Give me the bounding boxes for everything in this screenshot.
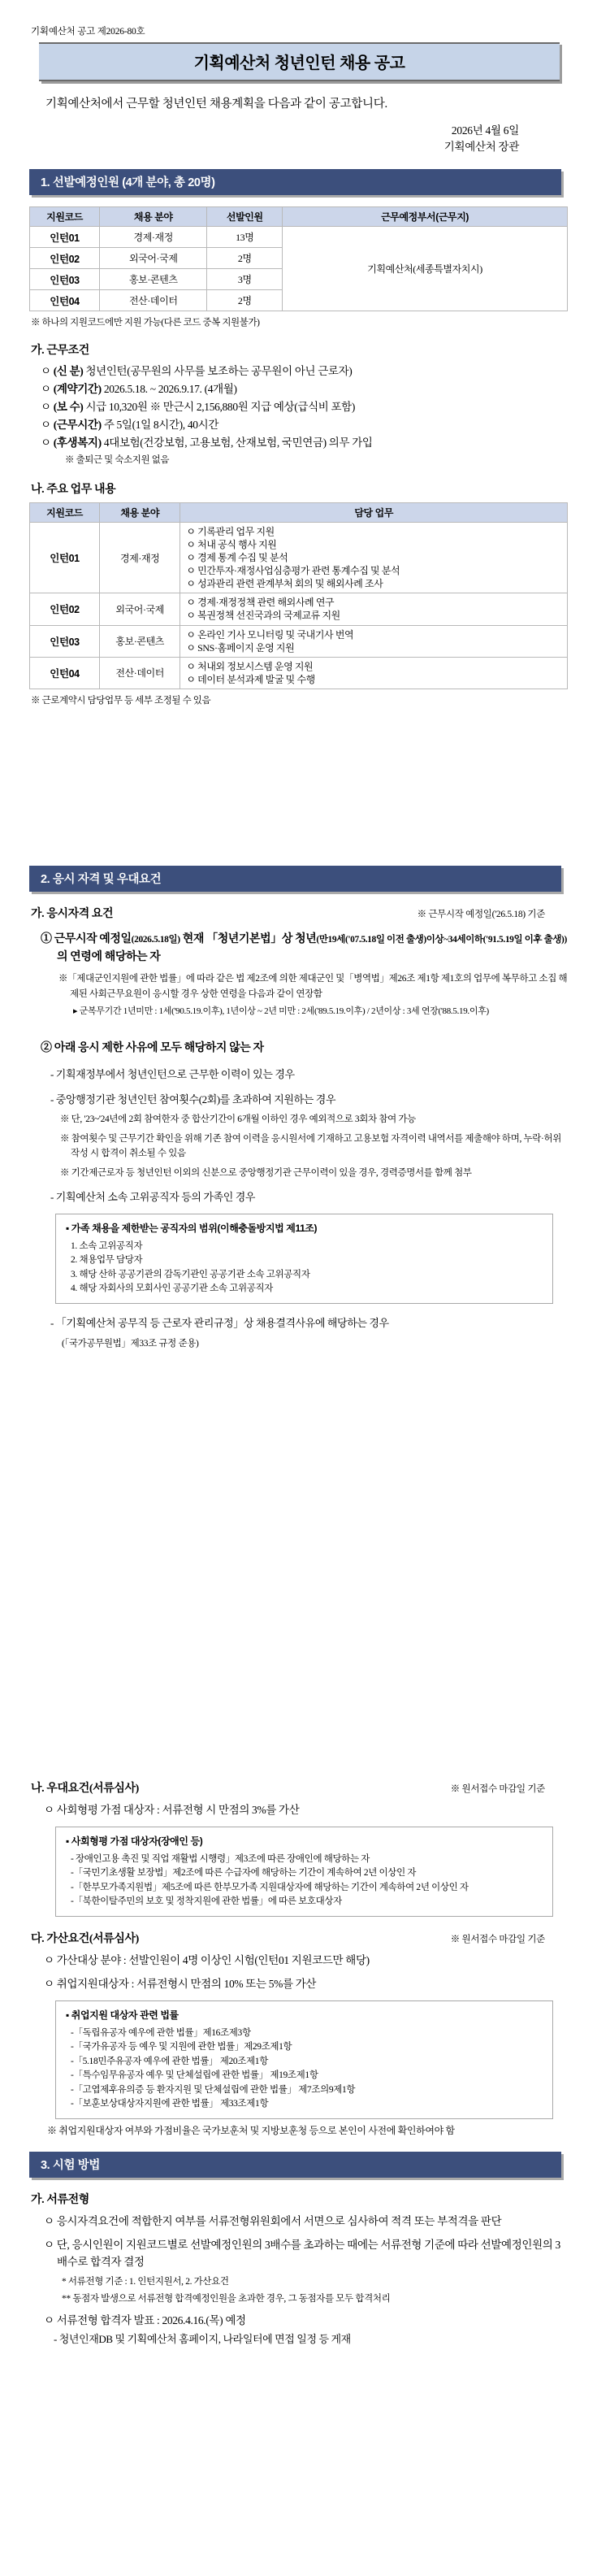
eligibility-item-1: ① 근무시작 예정일(2026.5.18일) 현재 「청년기본법」상 청년(만19세('07.5.18일 이전 출생)이상~34세이하('91.5.19일 이후 출생))의 연령에 해당하는 자 <box>41 933 567 963</box>
list-item: -「국민기초생활 보장법」제2조에 따른 수급자에 해당하는 기간이 계속하여 2년 이상인 자 <box>71 1868 417 1879</box>
condition-label: (계약기간) <box>53 383 102 396</box>
duty-item: ㅇ 처내외 정보시스템 운영 지원 <box>186 660 314 672</box>
cell-count: 2명 <box>207 248 283 269</box>
preference-header-row <box>31 1779 568 1796</box>
cell-field: 외국어·국제 <box>100 248 207 269</box>
list-item: ㅇ (후생복지) 4대보험(건강보험, 고용보험, 산재보험, 국민연금) 의무 가입 <box>41 436 373 449</box>
eligibility-item-1-note: ※「제대군인지원에 관한 법률」에 따라 같은 법 제2조에 의한 제대군인 및「병역법」제26조 제1항 제1호의 업무에 복무하고 소집 해제된 사회근무요원이 응시할 경우 상한 연령을 다음과 같이 연장함 <box>58 974 568 999</box>
cell-code: 인턴01 <box>30 227 100 248</box>
list-item: -「보훈보상대상자지원에 관한 법률」 제33조제1항 <box>71 2099 269 2109</box>
duty-item: ㅇ 복권정책 선진국과의 국제교류 지원 <box>186 610 340 622</box>
section-2-heading: 2. 응시 자격 및 우대요건 <box>29 866 561 892</box>
condition-label: (후생복지) <box>53 436 102 449</box>
restriction-item: - 기획재정부에서 청년인턴으로 근무한 이력이 있는 경우 <box>50 1067 295 1080</box>
cell-field: 전산·데이터 <box>100 657 180 689</box>
bonus-note: ※ 취업지원대상자 여부와 가점비율은 국가보훈처 및 지방보훈청 등으로 본인이 사전에 확인하여야 함 <box>47 2125 455 2137</box>
subsection-preference-title: 나. 우대요건(서류심사) <box>31 1783 139 1795</box>
condition-text: 시급 10,320원 ※ 만근시 2,156,880원 지급 예상(급식비 포함) <box>85 400 356 413</box>
subsection-document-screening-title: 가. 서류전형 <box>31 2194 89 2207</box>
list-item: -「고엽제후유의증 등 환자지원 및 단체설립에 관한 법률」 제7조의9제1항 <box>71 2084 356 2095</box>
restriction-note: ※ 기간제근로자 등 청년인턴 이외의 신분으로 중앙행정기관 근무이력이 있을 경우, 경력증명서를 함께 첨부 <box>60 1167 472 1178</box>
preference-item: ㅇ 사회형평 가점 대상자 : 서류전형 시 만점의 3%를 가산 <box>44 1804 300 1816</box>
table-header-row <box>30 502 568 522</box>
section-1-heading: 1. 선발예정인원 (4개 분야, 총 20명) <box>29 169 561 195</box>
social-equity-box-title: ▪ 사회형평 가점 대상자(장애인 등) <box>66 1834 544 1848</box>
condition-text: 청년인턴(공무원의 사무를 보조하는 공무원이 아닌 근로자) <box>85 365 353 378</box>
restriction-note: ※ 단, '23~'24년에 2회 참여한자 중 합산기간이 6개월 이하인 경우 예외적으로 3회차 참여 가능 <box>60 1114 416 1125</box>
subsection-duties-title: 나. 주요 업무 내용 <box>31 483 116 496</box>
table-row <box>30 522 568 593</box>
cell-field: 경제·재정 <box>100 522 180 593</box>
family-restriction-box-title: ▪ 가족 채용을 제한받는 공직자의 범위(이해충돌방지법 제11조) <box>66 1221 544 1235</box>
th-count: 선발인원 <box>207 207 283 227</box>
th-field: 채용 분야 <box>100 502 180 522</box>
condition-label: (신 분) <box>53 365 84 378</box>
social-equity-box <box>55 1827 553 1918</box>
cell-code: 인턴02 <box>30 593 100 625</box>
condition-text: 2026.5.18. ~ 2026.9.17. (4개월) <box>103 383 237 396</box>
table-row <box>30 625 568 657</box>
condition-text: 주 5일(1일 8시간), 40시간 <box>103 418 219 431</box>
section-3-heading: 3. 시험 방법 <box>29 2152 561 2178</box>
condition-text: 4대보험(건강보험, 고용보험, 산재보험, 국민연금) 의무 가입 <box>103 436 373 449</box>
page-1 <box>0 0 597 821</box>
list-item: -「5.18민주유공자 예우에 관한 법률」 제20조제1항 <box>71 2056 268 2066</box>
condition-label: (보 수) <box>53 400 84 413</box>
duty-item: ㅇ 온라인 기사 모니터링 및 국내기사 번역 <box>186 628 354 641</box>
list-item: -「독립유공자 예우에 관한 법률」제16조제3항 <box>71 2027 251 2038</box>
table-header-row <box>30 207 568 227</box>
signoff <box>29 123 519 154</box>
th-duties: 담당 업무 <box>180 502 568 522</box>
page-3 <box>0 1760 597 2576</box>
screening-note: * 서류전형 기준 : 1. 인턴지원서, 2. 가산요건 <box>62 2276 229 2287</box>
cell-count: 3명 <box>207 269 283 290</box>
list-item: -「한부모가족지원법」제5조에 따른 한부모가족 지원대상자에 해당하는 기간이 계속하여 2년 이상인 자 <box>71 1882 469 1892</box>
duty-item: ㅇ 기록관리 업무 지원 <box>186 525 275 537</box>
cell-field: 외국어·국제 <box>100 593 180 625</box>
announcement-date: 2026년 4월 6일 <box>451 124 519 137</box>
duty-item: ㅇ 경제 통계 수집 및 분석 <box>186 552 288 564</box>
th-code: 지원코드 <box>30 207 100 227</box>
duties-table <box>29 502 568 689</box>
bonus-item: ㅇ 가산대상 분야 : 선발인원이 4명 이상인 시험(인턴01 지원코드만 해당) <box>44 1954 370 1967</box>
lead-paragraph: 기획예산처에서 근무할 청년인턴 채용계획을 다음과 같이 공고합니다. <box>45 98 387 111</box>
bonus-header-row <box>31 1930 568 1946</box>
duty-item: ㅇ 성과관리 관련 관계부처 회의 및 해외사례 조사 <box>186 578 383 590</box>
cell-count: 13명 <box>207 227 283 248</box>
list-item: -「특수임무유공자 예우 및 단체설립에 관한 법률」 제19조제1항 <box>71 2070 318 2081</box>
cell-duties <box>180 593 568 625</box>
duties-table-note: ※ 근로계약시 담당업무 등 세부 조정될 수 있음 <box>31 695 211 706</box>
cell-field: 홍보·콘텐츠 <box>100 625 180 657</box>
cell-workplace: 기획예산처(세종특별자치시) <box>283 227 568 311</box>
announcement-item: ㅇ 서류전형 합격자 발표 : 2026.4.16.(목) 예정 <box>44 2314 246 2327</box>
list-item: 4. 해당 자회사의 모회사인 공공기관 소속 고위공직자 <box>71 1283 274 1293</box>
list-item: - 장애인고용 촉진 및 직업 재활법 시행령」제3조에 따른 장애인에 해당하는 자 <box>71 1853 370 1864</box>
bonus-item: ㅇ 취업지원대상자 : 서류전형시 만점의 10% 또는 5%를 가산 <box>44 1978 317 1991</box>
cell-code: 인턴04 <box>30 290 100 311</box>
document-number: 기획예산처 공고 제2026-80호 <box>31 27 145 37</box>
th-workplace: 근무예정부서(근무지) <box>283 207 568 227</box>
list-item: ㅇ (근무시간) 주 5일(1일 8시간), 40시간 <box>41 418 219 431</box>
cell-code: 인턴03 <box>30 625 100 657</box>
cell-duties <box>180 625 568 657</box>
list-item: 1. 소속 고위공직자 <box>71 1240 143 1251</box>
subsection-eligibility-title: 가. 응시자격 요건 <box>31 908 114 920</box>
restriction-item: - 「기획예산처 공무직 등 근로자 관리규정」상 채용결격사유에 해당하는 경우 <box>50 1317 389 1330</box>
bonus-basis-note: ※ 원서접수 마감일 기준 <box>450 1935 545 1945</box>
eligibility-basis-note: ※ 근무시작 예정일('26.5.18) 기준 <box>417 910 545 919</box>
announcement-subitem: - 청년인재DB 및 기획예산처 홈페이지, 나라일터에 면접 일정 등 게재 <box>54 2333 351 2346</box>
cell-duties <box>180 522 568 593</box>
duty-item: ㅇ 처내 공식 행사 지원 <box>186 539 277 551</box>
duty-item: ㅇ 민간투자·재정사업심층평가 관련 통계수집 및 분석 <box>186 565 400 577</box>
selection-table-note: ※ 하나의 지원코드에만 지원 가능(다른 코드 중복 지원불가) <box>31 318 260 328</box>
family-restriction-list <box>66 1240 544 1297</box>
preference-basis-note: ※ 원서접수 마감일 기준 <box>450 1784 545 1794</box>
restriction-note: ※ 참여횟수 및 근무기간 확인을 위해 기존 참여 이력을 응시원서에 기재하고 고용보험 자격이력 내역서를 제출해야 하며, 누락·허위 작성 시 합격이 취소될 수 있음 <box>60 1134 562 1158</box>
cell-count: 2명 <box>207 290 283 311</box>
th-code: 지원코드 <box>30 502 100 522</box>
table-row <box>30 593 568 625</box>
subsection-bonus-title: 다. 가산요건(서류심사) <box>31 1933 139 1946</box>
restriction-item: - 중앙행정기관 청년인턴 참여횟수(2회)를 초과하여 지원하는 경우 <box>50 1093 336 1106</box>
screening-item: ㅇ 단, 응시인원이 지원코드별로 선발예정인원의 3배수를 초과하는 때에는 서류전형 기준에 따라 선발예정인원의 3배수로 합격자 결정 <box>44 2238 560 2269</box>
eligibility-item-1-subnote: ▸ 군복무기간 1년미만 : 1세('90.5.19.이후), 1년이상 ~ 2년 미만 : 2세('89.5.19.이후) / 2년이상 : 3세 연장('88.5.19.이후) <box>73 1006 489 1016</box>
table-row <box>30 657 568 689</box>
list-item: ㅇ (계약기간) 2026.5.18. ~ 2026.9.17. (4개월) <box>41 383 237 396</box>
list-item: ㅇ (신 분) 청년인턴(공무원의 사무를 보조하는 공무원이 아닌 근로자) <box>41 365 353 378</box>
cell-duties <box>180 657 568 689</box>
page-2 <box>0 821 597 1760</box>
work-conditions-subnote: ※ 출퇴근 및 숙소지원 없음 <box>65 454 170 465</box>
list-item: -「국가유공자 등 예우 및 지원에 관한 법률」제29조제1항 <box>71 2042 292 2053</box>
social-equity-list <box>66 1853 544 1909</box>
page-title: 기획예산처 청년인턴 채용 공고 <box>39 42 560 81</box>
duty-item: ㅇ 경제·재정정책 관련 해외사례 연구 <box>186 597 335 609</box>
restriction-item-note: (「국가공무원법」제33조 규정 준용) <box>62 1338 199 1349</box>
screening-item: ㅇ 응시자격요건에 적합한지 여부를 서류전형위원회에서 서면으로 심사하여 적격 또는 부적격을 판단 <box>44 2215 502 2228</box>
table-row <box>30 227 568 248</box>
list-item: 3. 해당 산하 공공기관의 감독기관인 공공기관 소속 고위공직자 <box>71 1269 310 1279</box>
restriction-item: - 기획예산처 소속 고위공직자 등의 가족인 경우 <box>50 1191 256 1204</box>
duty-item: ㅇ 데이터 분석과제 발굴 및 수행 <box>186 673 315 685</box>
cell-field: 홍보·콘텐츠 <box>100 269 207 290</box>
duty-item: ㅇ SNS·홈페이지 운영 지원 <box>186 641 295 654</box>
list-item: ㅇ (보 수) 시급 10,320원 ※ 만근시 2,156,880원 지급 예상(급식비 포함) <box>41 400 356 413</box>
cell-code: 인턴01 <box>30 522 100 593</box>
employment-support-list <box>66 2026 544 2112</box>
cell-code: 인턴04 <box>30 657 100 689</box>
employment-support-box <box>55 2000 553 2120</box>
list-item: -「북한이탈주민의 보호 및 정착지원에 관한 법률」에 따른 보호대상자 <box>71 1896 342 1906</box>
th-field: 채용 분야 <box>100 207 207 227</box>
list-item: 2. 채용업무 담당자 <box>71 1255 143 1266</box>
selection-table <box>29 206 568 311</box>
eligibility-item-2: ② 아래 응시 제한 사유에 모두 해당하지 않는 자 <box>41 1042 264 1055</box>
work-conditions-list <box>29 363 568 452</box>
screening-note: ** 동점자 발생으로 서류전형 합격예정인원을 초과한 경우, 그 동점자를 모두 합격처리 <box>62 2293 391 2304</box>
cell-code: 인턴02 <box>30 248 100 269</box>
cell-field: 경제·재정 <box>100 227 207 248</box>
cell-code: 인턴03 <box>30 269 100 290</box>
issuer: 기획예산처 장관 <box>443 140 519 153</box>
cell-field: 전산·데이터 <box>100 290 207 311</box>
eligibility-header-row <box>31 905 568 921</box>
condition-label: (근무시간) <box>53 418 102 431</box>
family-restriction-box <box>55 1214 553 1305</box>
employment-support-box-title: ▪ 취업지원 대상자 관련 법률 <box>66 2008 544 2022</box>
subsection-work-conditions-title: 가. 근무조건 <box>31 345 89 358</box>
